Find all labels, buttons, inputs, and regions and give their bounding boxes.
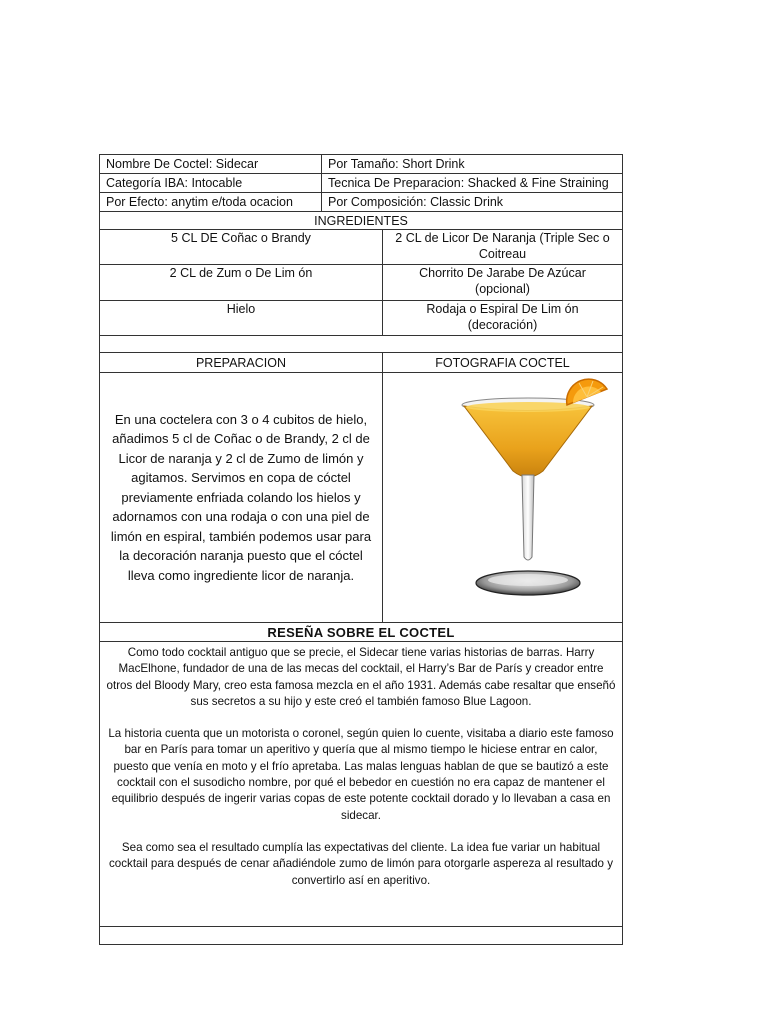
ingredient-cell: Hielo	[226, 302, 256, 316]
fotografia-heading: FOTOGRAFIA COCTEL	[382, 353, 622, 372]
ingredient-cell: Chorrito De Jarabe De Azúcar (opcional)	[382, 265, 622, 300]
empty-row	[100, 927, 622, 944]
fotografia-cell	[382, 373, 622, 622]
preparacion-row	[100, 373, 622, 623]
resena-paragraph: Sea como sea el resultado cumplía las expectativas del cliente. La idea fue variar un habitual cocktail para después de cenar añadiéndole zumo de limón para otorgarle aspereza al resultado y convertirlo así en aperitivo.	[109, 840, 613, 887]
tecnica-preparacion: Tecnica De Preparacion: Shacked & Fine Straining	[321, 174, 622, 192]
resena-text	[100, 642, 622, 927]
resena-paragraph: Como todo cocktail antiguo que se precie, el Sidecar tiene varias historias de barras. Harry MacElhone, fundador de una de las mecas del cocktail, el Harry’s Bar de París y creador entre otros del Bloody Mary, creo esta famosa mezcla en el año 1931. Además cabe resaltar que enseñó sus secretos a su hijo y este creó el también famoso Blue Lagoon.	[106, 646, 616, 708]
ingredient-cell: Rodaja o Espiral De Lim ón (decoración)	[382, 301, 622, 335]
ingredient-row	[100, 265, 622, 301]
empty-row	[100, 336, 622, 353]
ingredient-cell: 2 CL de Licor De Naranja (Triple Sec o Coitreau	[382, 230, 622, 264]
preparacion-heading: PREPARACION	[195, 356, 287, 370]
categoria-iba: Categoría IBA: Intocable	[106, 176, 243, 190]
ingredient-row	[100, 230, 622, 265]
ingredient-cell: 2 CL de Zum o De Lim ón	[169, 266, 313, 280]
resena-heading: RESEÑA SOBRE EL COCTEL	[100, 623, 622, 642]
ingredient-cell: 5 CL DE Coñac o Brandy	[171, 231, 311, 245]
section-headings-row	[100, 353, 622, 373]
info-row-1	[100, 155, 622, 174]
preparacion-text: En una coctelera con 3 o 4 cubitos de hielo, añadimos 5 cl de Coñac o de Brandy, 2 cl de Licor de naranja y 2 cl de Zumo de limón y agitamos. Servimos en copa de cóctel previamente enfriada colando los hielos y adornamos con una rodaja o con una piel de limón en espiral, también podemos usar para la decoración naranja puesto que el cóctel lleva como ingrediente licor de naranja.	[110, 411, 372, 583]
por-efecto: Por Efecto: anytim e/toda ocacion	[106, 195, 293, 209]
ingredientes-heading: INGREDIENTES	[100, 212, 622, 230]
cocktail-sheet-table	[99, 154, 623, 945]
ingredient-row	[100, 301, 622, 336]
resena-paragraph: La historia cuenta que un motorista o coronel, según quien lo cuente, visitaba a diario este famoso bar en París para tomar un aperitivo y quería que al mismo tiempo le hiciese entrar en calor, puesto que venía en moto y el frío apretaba. Las malas lenguas hablan de que se bautizó a este cocktail con el susodicho nombre, por qué el bebedor en cuestión no era capaz de mantener el equilibrio después de ingerir varias copas de este potente cocktail dorado y lo llevaban a casa en sidecar.	[108, 727, 614, 822]
por-composicion: Por Composición: Classic Drink	[321, 193, 622, 211]
info-row-3	[100, 193, 622, 212]
por-tamano: Por Tamaño: Short Drink	[321, 155, 622, 173]
nombre-coctel: Nombre De Coctel: Sidecar	[106, 157, 259, 171]
cocktail-glass-photo	[453, 375, 623, 605]
info-row-2	[100, 174, 622, 193]
